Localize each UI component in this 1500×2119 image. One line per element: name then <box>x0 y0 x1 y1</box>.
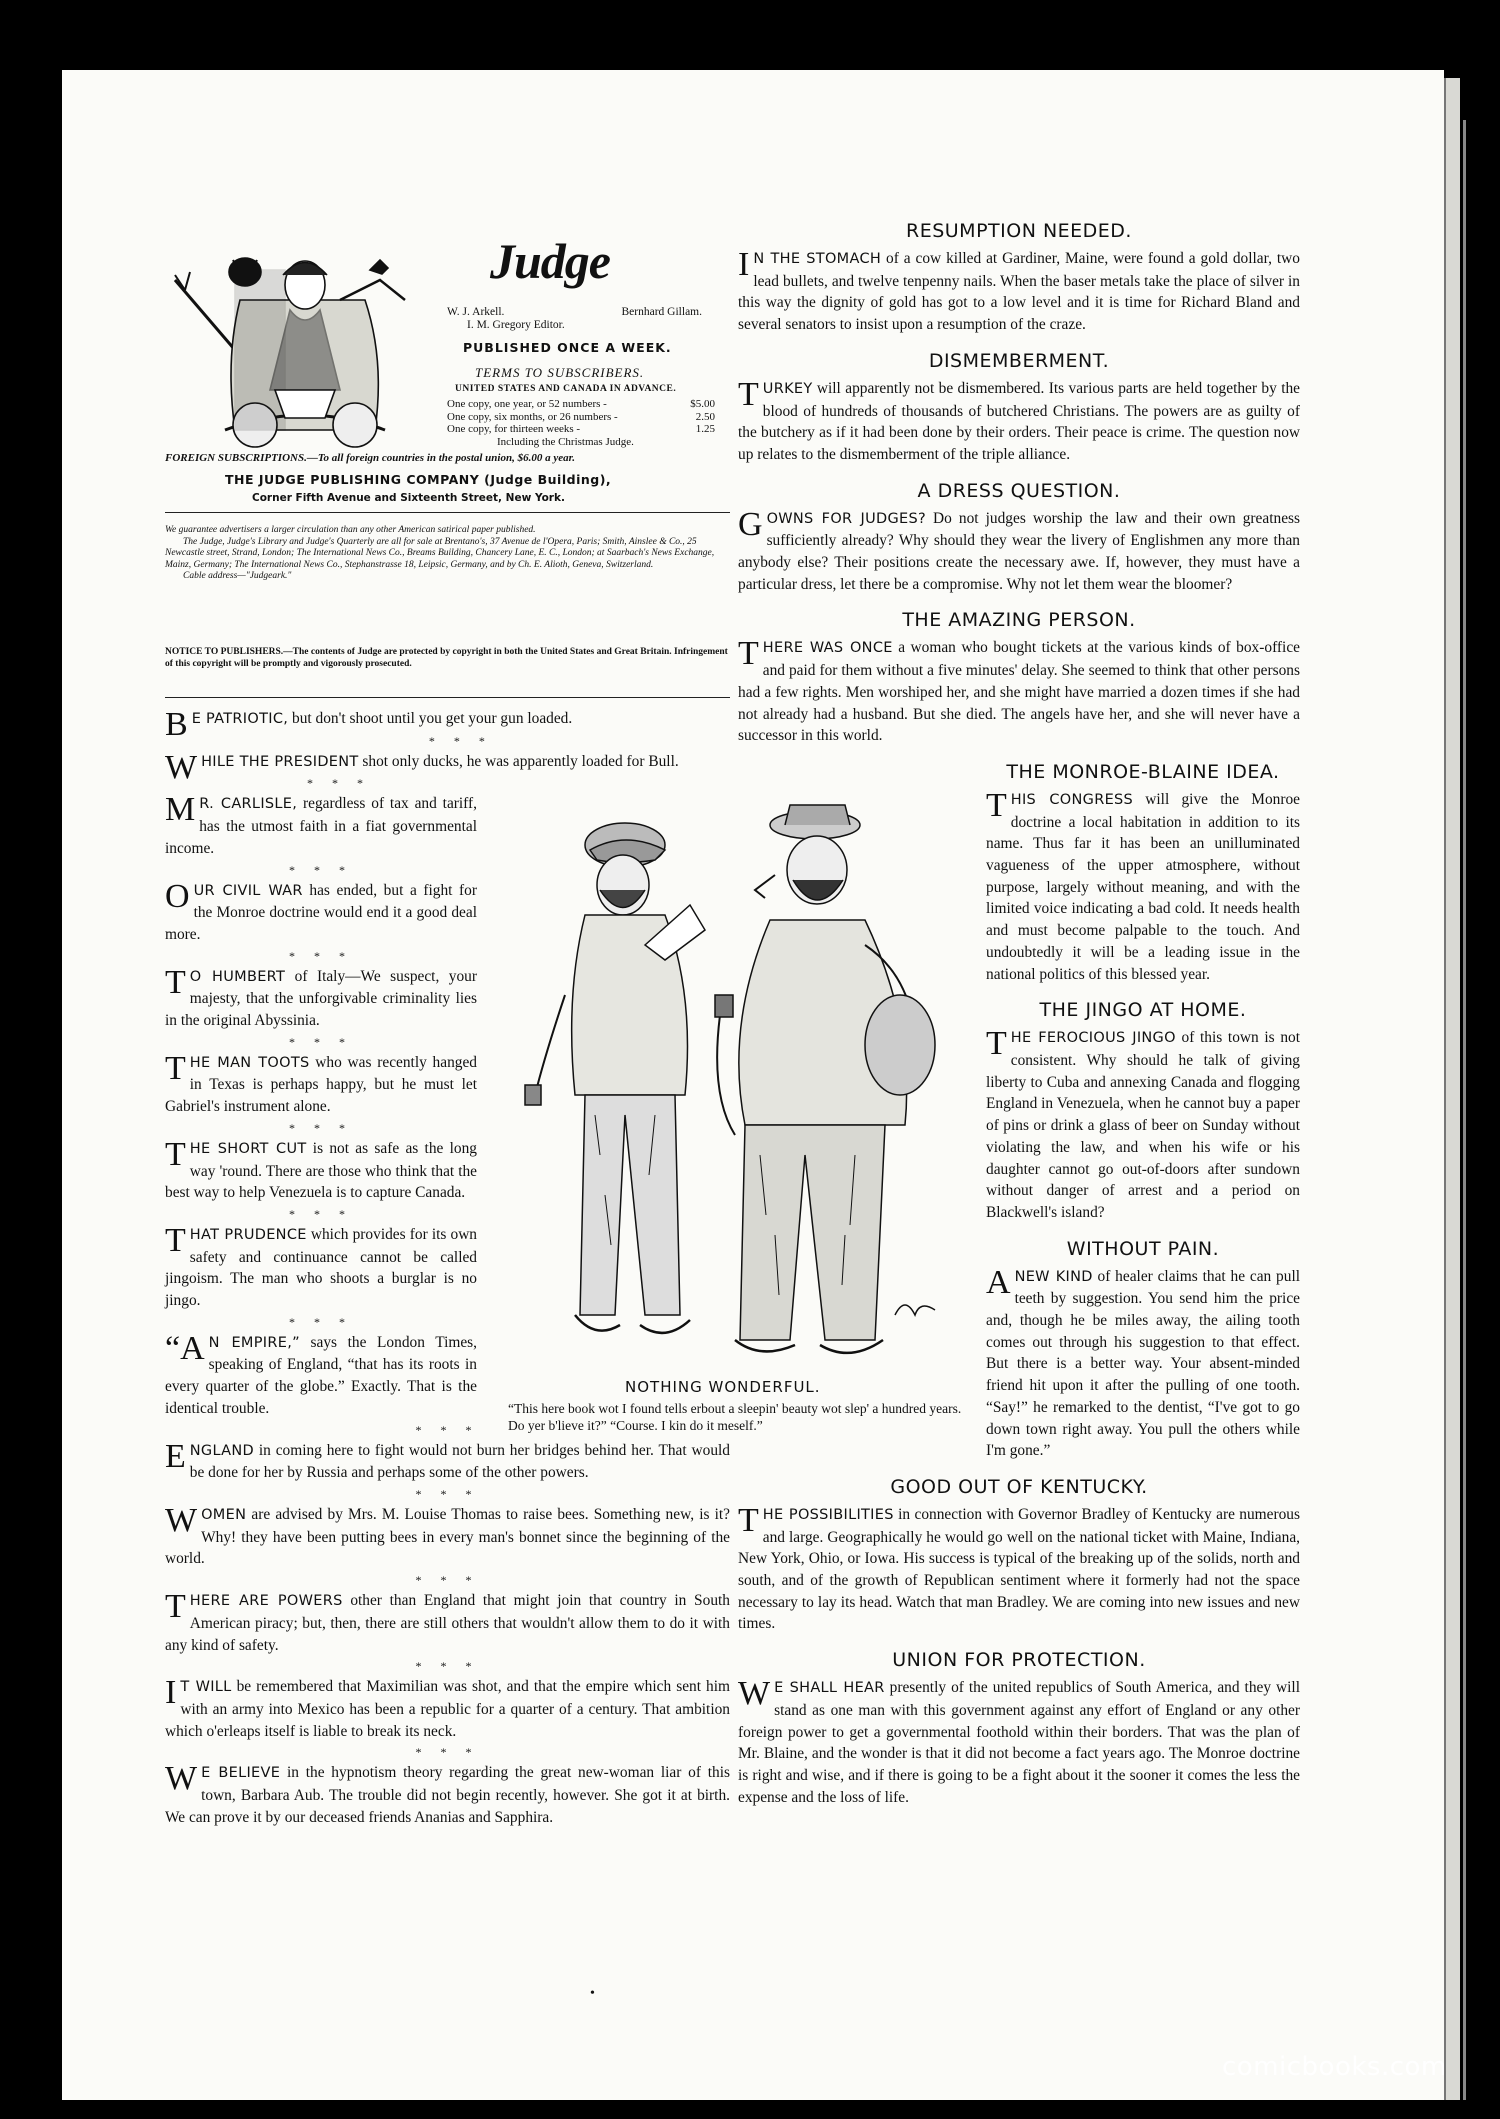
lead-in: UR CIVIL WAR <box>193 882 303 899</box>
left_items-paragraph <box>165 706 730 743</box>
left-item <box>165 1590 730 1674</box>
publisher-name: THE JUDGE PUBLISHING COMPANY (Judge Building), <box>225 472 612 487</box>
body-text: but don't shoot until you get your gun loaded. <box>288 710 573 727</box>
lead-in: HE MAN TOOTS <box>189 1054 310 1071</box>
left_items-paragraph <box>165 1049 477 1118</box>
body-text: be remembered that Maximilian was shot, and that the empire which sent him with an army into Mexico has been a republic for a quarter of a century. That ambition which o'erleaps itself is liable to break its neck. <box>165 1678 730 1740</box>
drop-cap: A <box>986 1263 1011 1301</box>
drop-cap: B <box>165 706 188 743</box>
right_items-paragraph <box>738 637 1300 747</box>
left_items-paragraph <box>165 963 477 1032</box>
drop-cap: T <box>986 1025 1007 1063</box>
drop-cap: T <box>986 786 1007 824</box>
article <box>738 761 1300 985</box>
article <box>738 1649 1300 1808</box>
advertiser-notice <box>165 525 730 583</box>
cartoon-caption: “This here book wot I found tells erbout a sleepin' beauty wot slep' a hundred years. Do yer b'lieve it?” “Course. I kin do it meself.” <box>508 1401 962 1433</box>
terms-heading: TERMS TO SUBSCRIBERS. <box>475 365 645 380</box>
rate-row: One copy, six months, or 26 numbers - 2.50 <box>447 410 715 423</box>
judge-masthead-illustration <box>165 240 445 450</box>
body-text: will apparently not be dismembered. Its various parts are held together by the blood of hundreds of thousands of butchered Christians. The powers are as guilty of the butchery as if it had been done by their orders. Their peace is crime. The question now up relates to the dismemberment of the triple alliance. <box>738 379 1300 463</box>
left-item <box>165 1762 730 1828</box>
lead-in: HILE THE PRESIDENT <box>201 753 359 770</box>
section-separator: * * * <box>289 1034 353 1049</box>
article-heading: THE JINGO AT HOME. <box>1039 999 1247 1022</box>
cartoon-title: NOTHING WONDERFUL. <box>625 1378 821 1396</box>
body-text: has ended, but a fight for the Monroe doctrine would end it a good deal more. <box>165 881 477 943</box>
body-text: a woman who bought tickets at the various kinds of box-office and paid for them without a five minutes' delay. She seemed to think that other persons had a few rights. Men worshiped her, and she might have married a dozen times if she had not already had a husband. But she died. The angels have her, and she will never have a successor in this world. <box>738 639 1300 745</box>
drop-cap: M <box>165 791 196 829</box>
article-heading: THE MONROE-BLAINE IDEA. <box>1006 760 1280 783</box>
drop-cap: T <box>165 1135 186 1173</box>
article-heading: UNION FOR PROTECTION. <box>892 1649 1146 1672</box>
left_items-paragraph <box>165 748 730 786</box>
lead-in: HERE WAS ONCE <box>762 640 893 657</box>
body-text: other than England that might join that country in South American piracy; but, then, there are still others that wouldn't allow them to do it with any kind of safety. <box>165 1592 730 1654</box>
section-separator: * * * <box>415 1659 480 1674</box>
section-separator: * * * <box>415 1573 480 1588</box>
body-text: regardless of tax and tariff, has the utmost faith in a fiat governmental income. <box>165 795 477 857</box>
lead-in: E BELIEVE <box>201 1765 281 1782</box>
right_items-paragraph <box>738 375 1300 466</box>
left_items-paragraph <box>165 793 477 859</box>
body-text: Do not judges worship the law and their own greatness sufficiently already? Why should they wear the livery of Englishmen any more than anybody else? Their positions create the necessary awe. If, however, they must have a particular dress, let there be a compromise. Why not let them wear the bloomer? <box>738 509 1301 593</box>
body-text: in coming here to fight would not burn her bridges behind her. That would be done for her by Russia and perhaps some of the other powers. <box>189 1441 730 1482</box>
lead-in: HE POSSIBILITIES <box>762 1506 894 1523</box>
section-separator: * * * <box>307 776 372 791</box>
divider <box>165 697 730 698</box>
publisher-address: Corner Fifth Avenue and Sixteenth Street, New York. <box>252 492 565 504</box>
lead-in: N THE STOMACH <box>753 251 882 267</box>
section-separator: * * * <box>289 1206 353 1221</box>
right_items-paragraph <box>738 248 1300 336</box>
page-dot: • <box>590 1986 595 2001</box>
agents-text: The Judge, Judge's Library and Judge's Quarterly are all for sale at Brentano's, 37 Avenue de l'Opera, Paris; Smith, Ainslee & Co., 25 Newcastle street, Strand, London; The International News Co., Breams Building, Chancery Lane, E. C., London; at Saarbach's News Exchange, Mainz, Germany; The International News Co., Stephanstrasse 18, Leipsic, Germany, and by Ch. E. Alioth, Geneva, Switzerland. <box>165 536 715 570</box>
body-text: says the London Times, speaking of England, “that has its roots in every quarter of the globe.” Exactly. That is the identical trouble. <box>165 1333 477 1417</box>
lead-in: HE FEROCIOUS JINGO <box>1010 1030 1176 1047</box>
left-item <box>165 1676 730 1760</box>
drop-cap: T <box>738 635 759 673</box>
left_items-paragraph <box>165 1329 477 1420</box>
published-weekly: PUBLISHED ONCE A WEEK. <box>463 340 672 355</box>
body-text: presently of the united republics of South America, and they will stand as one man with this government against any effort of England or any other foreign power to get a governmental foothold within their borders. That was the plan of Mr. Blaine, and the wonder is that it did not become a fact years ago. The Monroe doctrine is right and wise, and if there is going to be a fight about it the sooner it comes the less the expense and the loss of life. <box>738 1679 1300 1806</box>
section-separator: * * * <box>289 862 353 877</box>
left_items-paragraph <box>165 1676 730 1742</box>
drop-cap: I <box>165 1674 177 1712</box>
body-text: of a cow killed at Gardiner, Maine, were found a gold dollar, two lead bullets, and twelve tenpenny nails. When the baser metals take the place of silver in this way the dignity of gold has got to a low level and it is time for Richard Bland and several senators to insist upon a resumption of the craze. <box>738 250 1300 334</box>
article <box>738 220 1300 336</box>
lead-in: OMEN <box>201 1506 247 1523</box>
right_items-paragraph <box>986 786 1300 985</box>
foreign-subscriptions: FOREIGN SUBSCRIPTIONS.—To all foreign countries in the postal union, $6.00 a year. <box>165 452 576 464</box>
left_items-paragraph <box>165 1590 730 1656</box>
drop-cap: W <box>738 1675 771 1713</box>
article-heading: RESUMPTION NEEDED. <box>906 220 1132 242</box>
rates-note: Including the Christmas Judge. <box>497 435 634 448</box>
lead-in: HE SHORT CUT <box>189 1140 307 1157</box>
drop-cap: G <box>738 505 763 543</box>
article-heading: GOOD OUT OF KENTUCKY. <box>890 1475 1148 1498</box>
right-articles <box>738 220 1300 1808</box>
masthead-logo: Judge <box>490 233 610 289</box>
guarantee-text: We guarantee advertisers a larger circulation than any other American satirical paper published. <box>165 525 536 535</box>
article <box>738 350 1300 466</box>
left-item <box>165 1437 730 1502</box>
body-text: which provides for its own safety and continuance cannot be called jingoism. The man who shoots a burglar is no jingo. <box>165 1225 477 1310</box>
lead-in: E PATRIOTIC, <box>191 711 289 727</box>
section-separator: * * * <box>415 1745 480 1760</box>
drop-cap: I <box>738 246 750 283</box>
right_items-paragraph <box>738 1677 1300 1808</box>
left-item <box>165 748 730 792</box>
article <box>738 1238 1300 1462</box>
article <box>738 609 1300 747</box>
left_items-paragraph <box>165 1762 730 1828</box>
left_items-paragraph <box>165 1437 730 1484</box>
lead-in: O HUMBERT <box>189 968 286 985</box>
divider <box>165 512 730 513</box>
lead-in: HERE ARE POWERS <box>189 1593 343 1610</box>
page-spine <box>1444 78 1460 2100</box>
left_items-paragraph <box>165 877 477 946</box>
copyright-notice: NOTICE TO PUBLISHERS.—The contents of Judge are protected by copyright in both the United States and Great Britain. Infringement of this copyright will be promptly and vigorously prosecuted. <box>165 647 728 669</box>
section-separator: * * * <box>289 948 353 963</box>
left_items-paragraph <box>165 1501 730 1570</box>
article <box>738 999 1300 1223</box>
editor-line: I. M. Gregory Editor. <box>467 319 565 331</box>
section-separator: * * * <box>289 1120 353 1135</box>
body-text: who was recently hanged in Texas is perhaps happy, but he must let Gabriel's instrument alone. <box>165 1053 477 1116</box>
rate-row: One copy, one year, or 52 numbers - $5.00 <box>447 398 715 410</box>
rate-row: One copy, for thirteen weeks - 1.25 <box>447 423 715 435</box>
body-text: of healer claims that he can pull teeth by suggestion. You send him the price and, though he be miles away, the ailing tooth comes out through his suggestion to that effect. But there is a better way. Your absent-minded friend hit upon it after the pulling of one tooth. “Say!” he remarked to the dentist, “I've got to go down town right away. You pull the others while I'm gone.” <box>986 1267 1300 1460</box>
lead-in: URKEY <box>762 380 813 397</box>
article <box>738 480 1300 596</box>
lead-in: NEW KIND <box>1014 1268 1093 1285</box>
drop-cap: T <box>165 963 186 1001</box>
drop-cap: T <box>738 1501 759 1539</box>
subscription-rates <box>447 398 715 448</box>
lead-in: T WILL <box>180 1679 232 1696</box>
left_items-paragraph <box>165 1135 477 1204</box>
article-heading: THE AMAZING PERSON. <box>902 609 1136 632</box>
lead-in: E SHALL HEAR <box>774 1680 885 1697</box>
masthead-owners <box>447 306 702 332</box>
lead-in: HAT PRUDENCE <box>189 1226 307 1243</box>
left-item <box>165 1501 730 1588</box>
right_items-paragraph <box>738 1501 1300 1635</box>
drop-cap: T <box>165 1049 186 1087</box>
body-text: of this town is not consistent. Why should he talk of giving liberty to Cuba and annexing Canada and flogging England in Venezuela, when he cannot buy a paper of pins or drink a glass of beer on Sunday without violating the law, and when his wife or his daughter cannot go out-of-doors after sundown without danger of arrest and a period on Blackwell's island? <box>986 1029 1300 1221</box>
article-heading: DISMEMBERMENT. <box>928 349 1110 372</box>
owner-right: Bernhard Gillam. <box>621 306 702 318</box>
us-canada-line: UNITED STATES AND CANADA IN ADVANCE. <box>455 384 677 394</box>
drop-cap: T <box>165 1221 186 1259</box>
left-item <box>165 708 730 749</box>
section-separator: * * * <box>289 1314 353 1329</box>
drop-cap: W <box>165 748 198 786</box>
right_items-paragraph <box>986 1263 1300 1462</box>
left_items-paragraph <box>165 1221 477 1312</box>
right_items-paragraph <box>986 1027 1300 1223</box>
drop-cap: O <box>165 877 190 915</box>
body-text: will give the Monroe doctrine a local habitation in addition to its name. Thus far it has been an unilluminated vagueness of the upper atmosphere, without purpose, largely without meaning, and with the limited voice indicating a bad cold. It needs health and must become palpable to the touch. And undoubtedly it will be a leading issue in the national politics of this blessed year. <box>986 790 1300 983</box>
article-heading: WITHOUT PAIN. <box>1066 1237 1220 1260</box>
body-text: of Italy—We suspect, your majesty, that the unforgivable criminality lies in the original Abyssinia. <box>165 967 477 1030</box>
drop-cap: “A <box>165 1329 205 1367</box>
body-text: is not as safe as the long way 'round. There are those who think that the best way to help Venezuela is to capture Canada. <box>165 1139 477 1202</box>
lead-in: OWNS FOR JUDGES? <box>766 510 926 527</box>
right-column <box>738 220 1300 1822</box>
drop-cap: T <box>738 375 759 413</box>
article-heading: A DRESS QUESTION. <box>917 479 1121 502</box>
lead-in: N EMPIRE,” <box>208 1334 300 1351</box>
right_items-paragraph <box>738 505 1301 596</box>
drop-cap: E <box>165 1437 186 1475</box>
lead-in: NGLAND <box>189 1442 255 1459</box>
footer-watermark: comicbooks.com <box>1222 2052 1447 2082</box>
page-edge <box>1463 120 1466 2100</box>
lead-in: R. CARLISLE, <box>199 796 298 813</box>
owner-left: W. J. Arkell. <box>447 306 505 318</box>
drop-cap: W <box>165 1501 198 1539</box>
cable-address: Cable address—"Judgeark." <box>183 571 292 581</box>
body-text: are advised by Mrs. M. Louise Thomas to raise bees. Something new, is it? Why! they have been putting bees in every man's bonnet since the beginning of the world. <box>165 1505 730 1568</box>
lead-in: HIS CONGRESS <box>1010 791 1134 808</box>
drop-cap: W <box>165 1760 198 1798</box>
section-separator: * * * <box>415 1422 480 1437</box>
section-separator: * * * <box>415 1486 480 1501</box>
body-text: in connection with Governor Bradley of Kentucky are numerous and large. Geographically he would go well on the national ticket with Maine, Indiana, New York, Ohio, or Iowa. His success is typical of the breaking up of the solids, north and south, and of the growth of Republican sentiment where it formerly had not the space necessary to lay its head. Watch that man Bradley. We are coming into new issues and new times. <box>738 1505 1300 1633</box>
body-text: shot only ducks, he was apparently loaded for Bull. <box>358 752 679 770</box>
article <box>738 1476 1300 1635</box>
section-separator: * * * <box>428 733 493 748</box>
drop-cap: T <box>165 1588 186 1626</box>
body-text: in the hypnotism theory regarding the great new-woman liar of this town, Barbara Aub. The trouble did not begin recently, however. She got it at birth. We can prove it by our deceased friends Ananias and Sapphira. <box>165 1764 730 1826</box>
